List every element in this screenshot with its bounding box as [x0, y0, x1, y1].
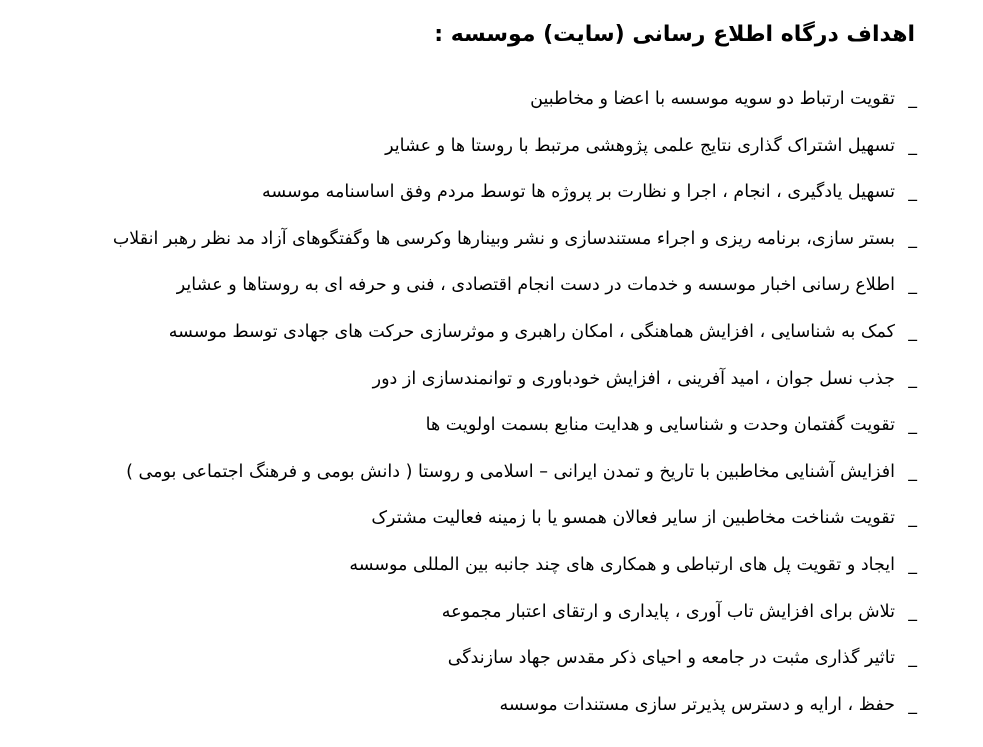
bullet-marker: _ — [908, 601, 917, 622]
goal-item — [17, 503, 917, 550]
goal-item — [17, 364, 917, 411]
goal-text: تلاش برای افزایش تاب آوری ، پایداری و ارتقای اعتبار مجموعه — [441, 601, 895, 622]
goal-item — [17, 410, 917, 457]
bullet-marker: _ — [908, 554, 917, 575]
bullet-marker: _ — [908, 182, 917, 203]
bullet-marker: _ — [908, 89, 917, 109]
goal-text: تقویت شناخت مخاطبین از سایر فعالان همسو یا با زمینه فعالیت مشترک — [371, 508, 895, 529]
goal-item — [17, 224, 917, 271]
goal-text: تقویت گفتمان وحدت و شناسایی و هدایت منابع بسمت اولویت ها — [425, 415, 895, 436]
goal-text: ایجاد و تقویت پل های ارتباطی و همکاری های چند جانبه بین المللی موسسه — [349, 554, 895, 575]
bullet-marker: _ — [908, 508, 917, 529]
bullet-marker: _ — [908, 321, 917, 342]
goal-text: بستر سازی، برنامه ریزی و اجراء مستندسازی و نشر وبینارها وکرسی ها وگفتگوهای آزاد مد نظر رهبر انقلاب — [112, 228, 895, 249]
goal-item — [17, 131, 917, 178]
bullet-marker: _ — [908, 275, 917, 296]
goal-text: تقویت ارتباط دو سویه موسسه با اعضا و مخاطبین — [530, 89, 895, 109]
goal-item — [17, 317, 917, 364]
goal-item — [17, 457, 917, 504]
bullet-marker: _ — [908, 648, 917, 669]
bullet-marker: _ — [908, 694, 917, 715]
bullet-marker: _ — [908, 415, 917, 436]
goal-text: تسهیل اشتراک گذاری نتایج علمی پژوهشی مرتبط با روستا ها و عشایر — [385, 135, 895, 156]
goal-text: تاثیر گذاری مثبت در جامعه و احیای ذکر مقدس جهاد سازندگی — [447, 648, 895, 669]
goal-item — [17, 84, 917, 131]
bullet-marker: _ — [908, 461, 917, 482]
goal-text: کمک به شناسایی ، افزایش هماهنگی ، امکان راهبری و موثرسازی حرکت های جهادی توسط موسسه — [168, 321, 895, 342]
goal-text: تسهیل یادگیری ، انجام ، اجرا و نظارت بر پروژه ها توسط مردم وفق اساسنامه موسسه — [261, 182, 895, 203]
bullet-marker: _ — [908, 135, 917, 156]
page-title: اهداف درگاه اطلاع رسانی (سایت) موسسه : — [434, 22, 915, 47]
goal-text: جذب نسل جوان ، امید آفرینی ، افزایش خودباوری و توانمندسازی از دور — [372, 368, 895, 389]
goal-item — [17, 270, 917, 317]
bullet-marker: _ — [908, 228, 917, 249]
goal-text: اطلاع رسانی اخبار موسسه و خدمات در دست انجام اقتصادی ، فنی و حرفه ای به روستاها و عشایر — [176, 275, 895, 296]
goal-text: حفظ ، ارایه و دسترس پذیرتر سازی مستندات موسسه — [499, 694, 895, 715]
goal-item — [17, 643, 917, 690]
goal-text: افزایش آشنایی مخاطبین با تاریخ و تمدن ایرانی – اسلامی و روستا ( دانش بومی و فرهنگ اجتماعی بومی ) — [126, 461, 895, 482]
goal-item — [17, 597, 917, 644]
goal-item — [17, 177, 917, 224]
goal-item — [17, 690, 917, 737]
bullet-marker: _ — [908, 368, 917, 389]
goal-item — [17, 550, 917, 597]
goals-list — [17, 84, 917, 736]
